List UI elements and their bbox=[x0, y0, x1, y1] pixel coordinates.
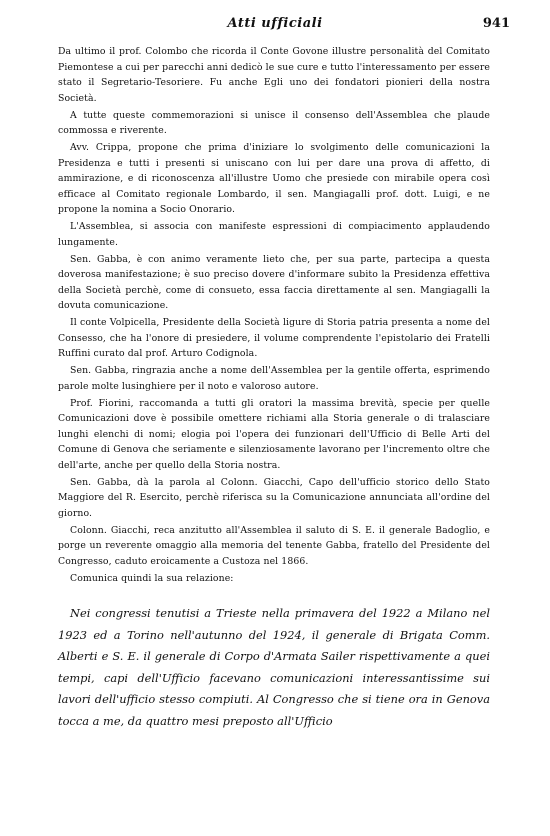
paragraph: L'Assemblea, si associa con manifeste espressioni di compiacimento applaudendo lungamente. bbox=[58, 221, 490, 248]
paragraph: Comunica quindi la sua relazione: bbox=[70, 572, 234, 584]
page-header bbox=[40, 16, 510, 36]
paragraph: Il conte Volpicella, Presidente della Società ligure di Storia patria presenta a nome del Consesso, che ha l'onore di presiedere, il volume comprendente l'epistolario dei Fratelli Ruffini curato dal prof. Arturo Codignola. bbox=[58, 317, 490, 359]
paragraph: Da ultimo il prof. Colombo che ricorda il Conte Govone illustre personalità del Comitato Piemontese a cui per parecchi anni dedicò le sue cure e tutto l'interessamento per essere stato il Segretario-Tesoriere. Fu anche Egli uno dei fondatori pionieri della nostra Società. bbox=[58, 46, 490, 104]
paragraph: Avv. Crippa, propone che prima d'iniziare lo svolgimento delle comunicazioni la Presidenza e tutti i presenti si uniscano con lui per dare una prova di affetto, di ammirazione, e di riconoscenza all'illustre Uomo che presiede con mirabile opera così efficace al Comitato regionale Lombardo, il sen. Mangiagalli prof. dott. Luigi, e ne propone la nomina a Socio Onorario. bbox=[58, 142, 490, 215]
page-number: 941 bbox=[482, 16, 510, 31]
report-quote bbox=[58, 603, 490, 732]
paragraph: A tutte queste commemorazioni si unisce il consenso dell'Assemblea che plaude commossa e riverente. bbox=[58, 109, 490, 136]
paragraph: Sen. Gabba, è con animo veramente lieto che, per sua parte, partecipa a questa doverosa manifestazione; è suo preciso dovere d'informare subito la Presidenza effettiva della Società perchè, come di consueto, essa faccia direttamente al sen. Mangiagalli la dovuta comunicazione. bbox=[58, 253, 490, 311]
body-text bbox=[58, 44, 490, 588]
paragraph: Prof. Fiorini, raccomanda a tutti gli oratori la massima brevità, specie per quelle Comunicazioni dove è possibile omettere richiami alla Storia generale o di tralasciare lunghi elenchi di nomi; elogia poi l'opera dei funzionari dell'Ufficio di Belle Arti del Comune di Genova che seriamente e silenziosamente lavorano per l'incremento oltre che dell'arte, anche per quello della Storia nostra. bbox=[58, 397, 490, 471]
quote-paragraph: Nei congressi tenutisi a Trieste nella primavera del 1922 a Milano nel 1923 ed a Torino nell'autunno del 1924, il generale di Brigata Comm. Alberti e S. E. il generale di Corpo d'Armata Sailer rispettivamente a quei tempi, capi dell'Ufficio facevano comunicazioni interessantissime sui lavori dell'ufficio stesso compiuti. Al Congresso che si tiene ora in Genova tocca a me, da quattro mesi preposto all'Ufficio bbox=[58, 606, 490, 728]
paragraph: Sen. Gabba, ringrazia anche a nome dell'Assemblea per la gentile offerta, esprimendo parole molte lusinghiere per il noto e valoroso autore. bbox=[58, 365, 490, 392]
running-title: Atti ufficiali bbox=[227, 16, 323, 31]
paragraph: Sen. Gabba, dà la parola al Colonn. Giacchi, Capo dell'ufficio storico dello Stato Maggiore del R. Esercito, perchè riferisca su la Comunicazione annunciata all'ordine del giorno. bbox=[58, 476, 490, 519]
paragraph: Colonn. Giacchi, reca anzitutto all'Assemblea il saluto di S. E. il generale Badoglio, e porge un reverente omaggio alla memoria del tenente Gabba, fratello del Presidente del Congresso, caduto eroicamente a Custoza nel 1866. bbox=[58, 524, 490, 567]
